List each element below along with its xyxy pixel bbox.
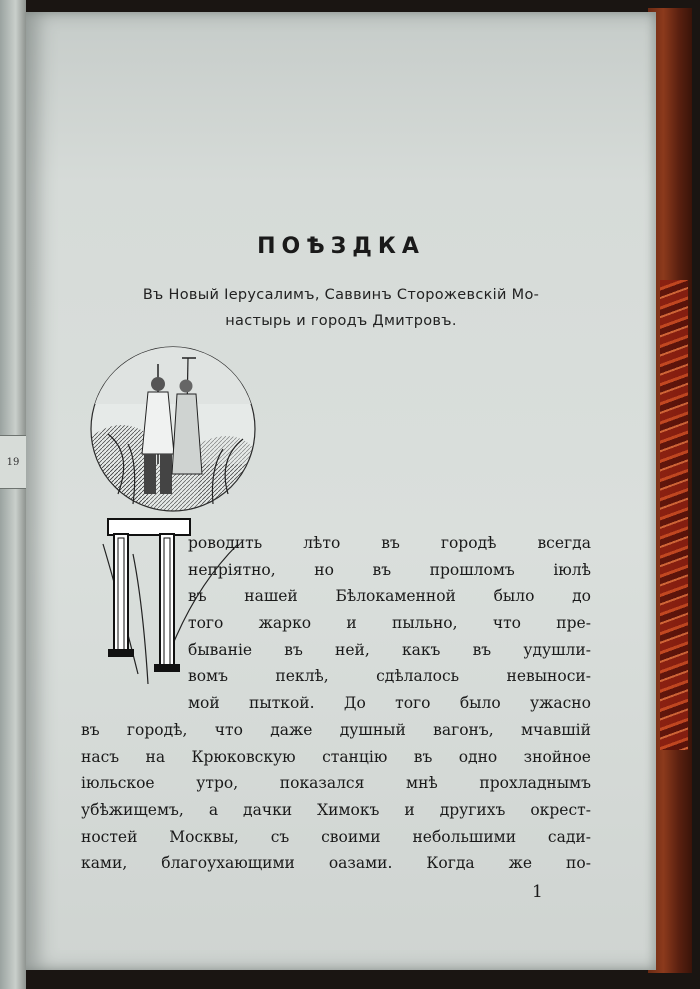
page-title: ПОѢЗДКА xyxy=(257,234,425,259)
subtitle-line-2: настырь и городъ Дмитровъ. xyxy=(225,313,457,329)
cover-marbling xyxy=(660,280,688,750)
page-number: 1 xyxy=(532,882,543,902)
subtitle-line-1: Въ Новый Іерусалимъ, Саввинъ Сторожевскій Мо- xyxy=(142,287,540,303)
text-line: непріятно, но въ прошломъ іюлѣ xyxy=(188,560,591,579)
text-line: убѣжищемъ, а дачки Химокъ и другихъ окрест- xyxy=(81,801,591,820)
text-line: въ нашей Бѣлокаменной было до xyxy=(188,587,591,606)
text-line: мой пыткой. До того было ужасно xyxy=(188,694,591,713)
left-page-tab: 19 xyxy=(0,435,27,489)
text-line: ностей Москвы, съ своими небольшими сади- xyxy=(81,827,591,846)
body-text-indented xyxy=(188,530,591,717)
text-line: бываніе въ ней, какъ въ удушли- xyxy=(188,640,591,659)
text-line: ками, благоухающими оазами. Когда же по- xyxy=(81,854,591,873)
text-line: того жарко и пыльно, что пре- xyxy=(188,614,591,633)
text-line: вомъ пеклѣ, сдѣлалось невыноси- xyxy=(188,667,591,686)
text-line: роводить лѣто въ городѣ всегда xyxy=(188,534,591,552)
text-line: насъ на Крюковскую станцію въ одно знойное xyxy=(81,747,591,766)
dropcap-letter-svg xyxy=(108,519,190,672)
text-line: въ городѣ, что даже душный вагонъ, мчавшій xyxy=(81,721,591,739)
previous-page-edge xyxy=(0,0,26,989)
body-text-full xyxy=(81,717,591,877)
book-page xyxy=(26,12,656,970)
text-line: іюльское утро, показался мнѣ прохладнымъ xyxy=(81,774,591,793)
